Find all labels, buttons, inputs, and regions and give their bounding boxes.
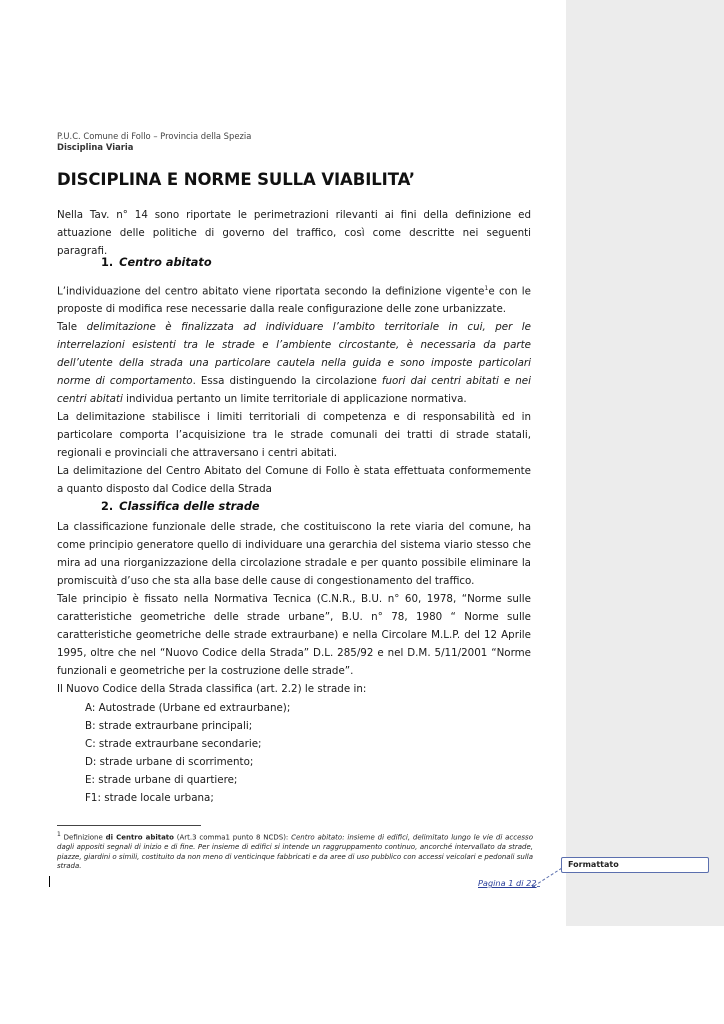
list-item: A: Autostrade (Urbane ed extraurbane);: [85, 702, 291, 714]
s1p2-i2: fuori dai centri abitati e nei centri abitati: [57, 375, 532, 406]
footnote-bold: di Centro abitato: [105, 833, 174, 842]
intro-text: Nella Tav. n° 14 sono riportate le perimetrazioni rilevanti ai fini della definizione ed attuazione delle politiche di governo del traffico, così come descritte nei seguenti paragrafi.: [57, 209, 531, 257]
comments-margin-pane: [566, 0, 724, 926]
section-1-p3: La delimitazione stabilisce i limiti territoriali di competenza e di responsabilità ed in particolare comporta l’acquisizione tra le strade comunali dei tratti di strade statali, regionali e provinciali che attraversano i centri abitati.: [57, 411, 531, 460]
section-1-p2: [57, 318, 531, 408]
section-2-p1: La classificazione funzionale delle strade, che costituiscono la rete viaria del comune, ha come principio generatore quello di individuare una gerarchia del sistema viario stesso che mira ad una riorganizzazione della circolazione stradale e per quanto possibile eliminare la promiscuità d’uso che sta alla base delle cause di congestionamento del traffico.: [57, 521, 531, 587]
list-item: B: strade extraurbane principali;: [85, 720, 253, 732]
footnote: [57, 830, 533, 872]
footnote-ref[interactable]: 1: [484, 285, 489, 292]
footnote-text-b: (Art.3 comma1 punto 8 NCDS):: [173, 833, 292, 842]
text-cursor: [49, 876, 50, 887]
list-item: D: strade urbane di scorrimento;: [85, 756, 254, 768]
footnote-italic: Centro abitato: insieme di edifici, delimitato lungo le vie di accesso dagli appositi segnali di inizio e di fine. Per insieme di edifici si intende un raggruppamento continuo, ancorché intervallato da strade, piazze, giardini o simili, costituito da non meno di venticinque fabbricati e da aree di uso pubblico con accessi veicolari e pedonali sulla strada.: [57, 833, 533, 871]
section-2-heading: [101, 500, 260, 513]
footnote-text-a: Definizione: [60, 833, 106, 842]
section-1-p4: La delimitazione del Centro Abitato del Comune di Follo è stata effettuata conformemente a quanto disposto dal Codice della Strada: [57, 465, 531, 496]
section-1-number: 1.: [101, 256, 114, 269]
section-1-heading: [101, 256, 212, 269]
list-item: F1: strade locale urbana;: [85, 792, 214, 804]
s1p2-i1: delimitazione è finalizzata ad individuare l’ambito territoriale in cui, per le interrelazioni esistenti tra le strade e l’ambiente circostante, è necessaria da parte dell’utente della strada una particolare cautela nella guida e sono imposte particolari norme di comportamento: [57, 321, 531, 388]
section-2-p2: Tale principio è fissato nella Normativa Tecnica (C.N.R., B.U. n° 60, 1978, “Norme sulle caratteristiche geometriche delle strade urbane”, B.U. n° 78, 1980 “ Norme sulle caratteristiche geometriche delle strade extraurbane) e nella Circolare M.L.P. del 12 Aprile 1995, oltre che nel “Nuovo Codice della Strada” D.L. 285/92 e nel D.M. 5/11/2001 “Norme funzionali e geometriche per la costruzione delle strade”.: [57, 593, 531, 677]
section-2-title: Classifica delle strade: [119, 500, 260, 513]
s1p1-b: e con le proposte di modifica rese necessarie dalla reale configurazione delle zone urbanizzate.: [57, 285, 531, 316]
s1p2-b: . Essa distinguendo la circolazione: [192, 375, 382, 388]
page-number[interactable]: Pagina 1 di 22: [478, 878, 537, 888]
formatting-balloon-label: Formattato: [568, 860, 619, 869]
list-item: C: strade extraurbane secondarie;: [85, 738, 262, 750]
header-line-1: P.U.C. Comune di Follo – Provincia della Spezia: [57, 131, 252, 141]
s1p1-a: L’individuazione del centro abitato viene riportata secondo la definizione vigente: [57, 285, 485, 298]
formatting-balloon[interactable]: [561, 857, 709, 873]
page-header: [57, 131, 251, 153]
section-1-body: [57, 280, 531, 498]
s1p2-a: Tale: [57, 321, 87, 334]
section-2-body: [57, 518, 531, 698]
document-title: DISCIPLINA E NORME SULLA VIABILITA’: [57, 170, 415, 189]
road-class-list: [85, 699, 290, 807]
footnote-number: 1: [57, 831, 61, 838]
section-1-title: Centro abitato: [119, 256, 212, 269]
list-item: E: strade urbane di quartiere;: [85, 774, 238, 786]
section-2-number: 2.: [101, 500, 114, 513]
intro-paragraph: [57, 206, 531, 260]
section-2-p3: Il Nuovo Codice della Strada classifica (art. 2.2) le strade in:: [57, 683, 367, 695]
section-1-p1: [57, 280, 531, 318]
header-line-2: Disciplina Viaria: [57, 142, 134, 152]
footnote-separator: [57, 825, 201, 826]
s1p2-c: individua pertanto un limite territoriale di applicazione normativa.: [122, 393, 467, 406]
